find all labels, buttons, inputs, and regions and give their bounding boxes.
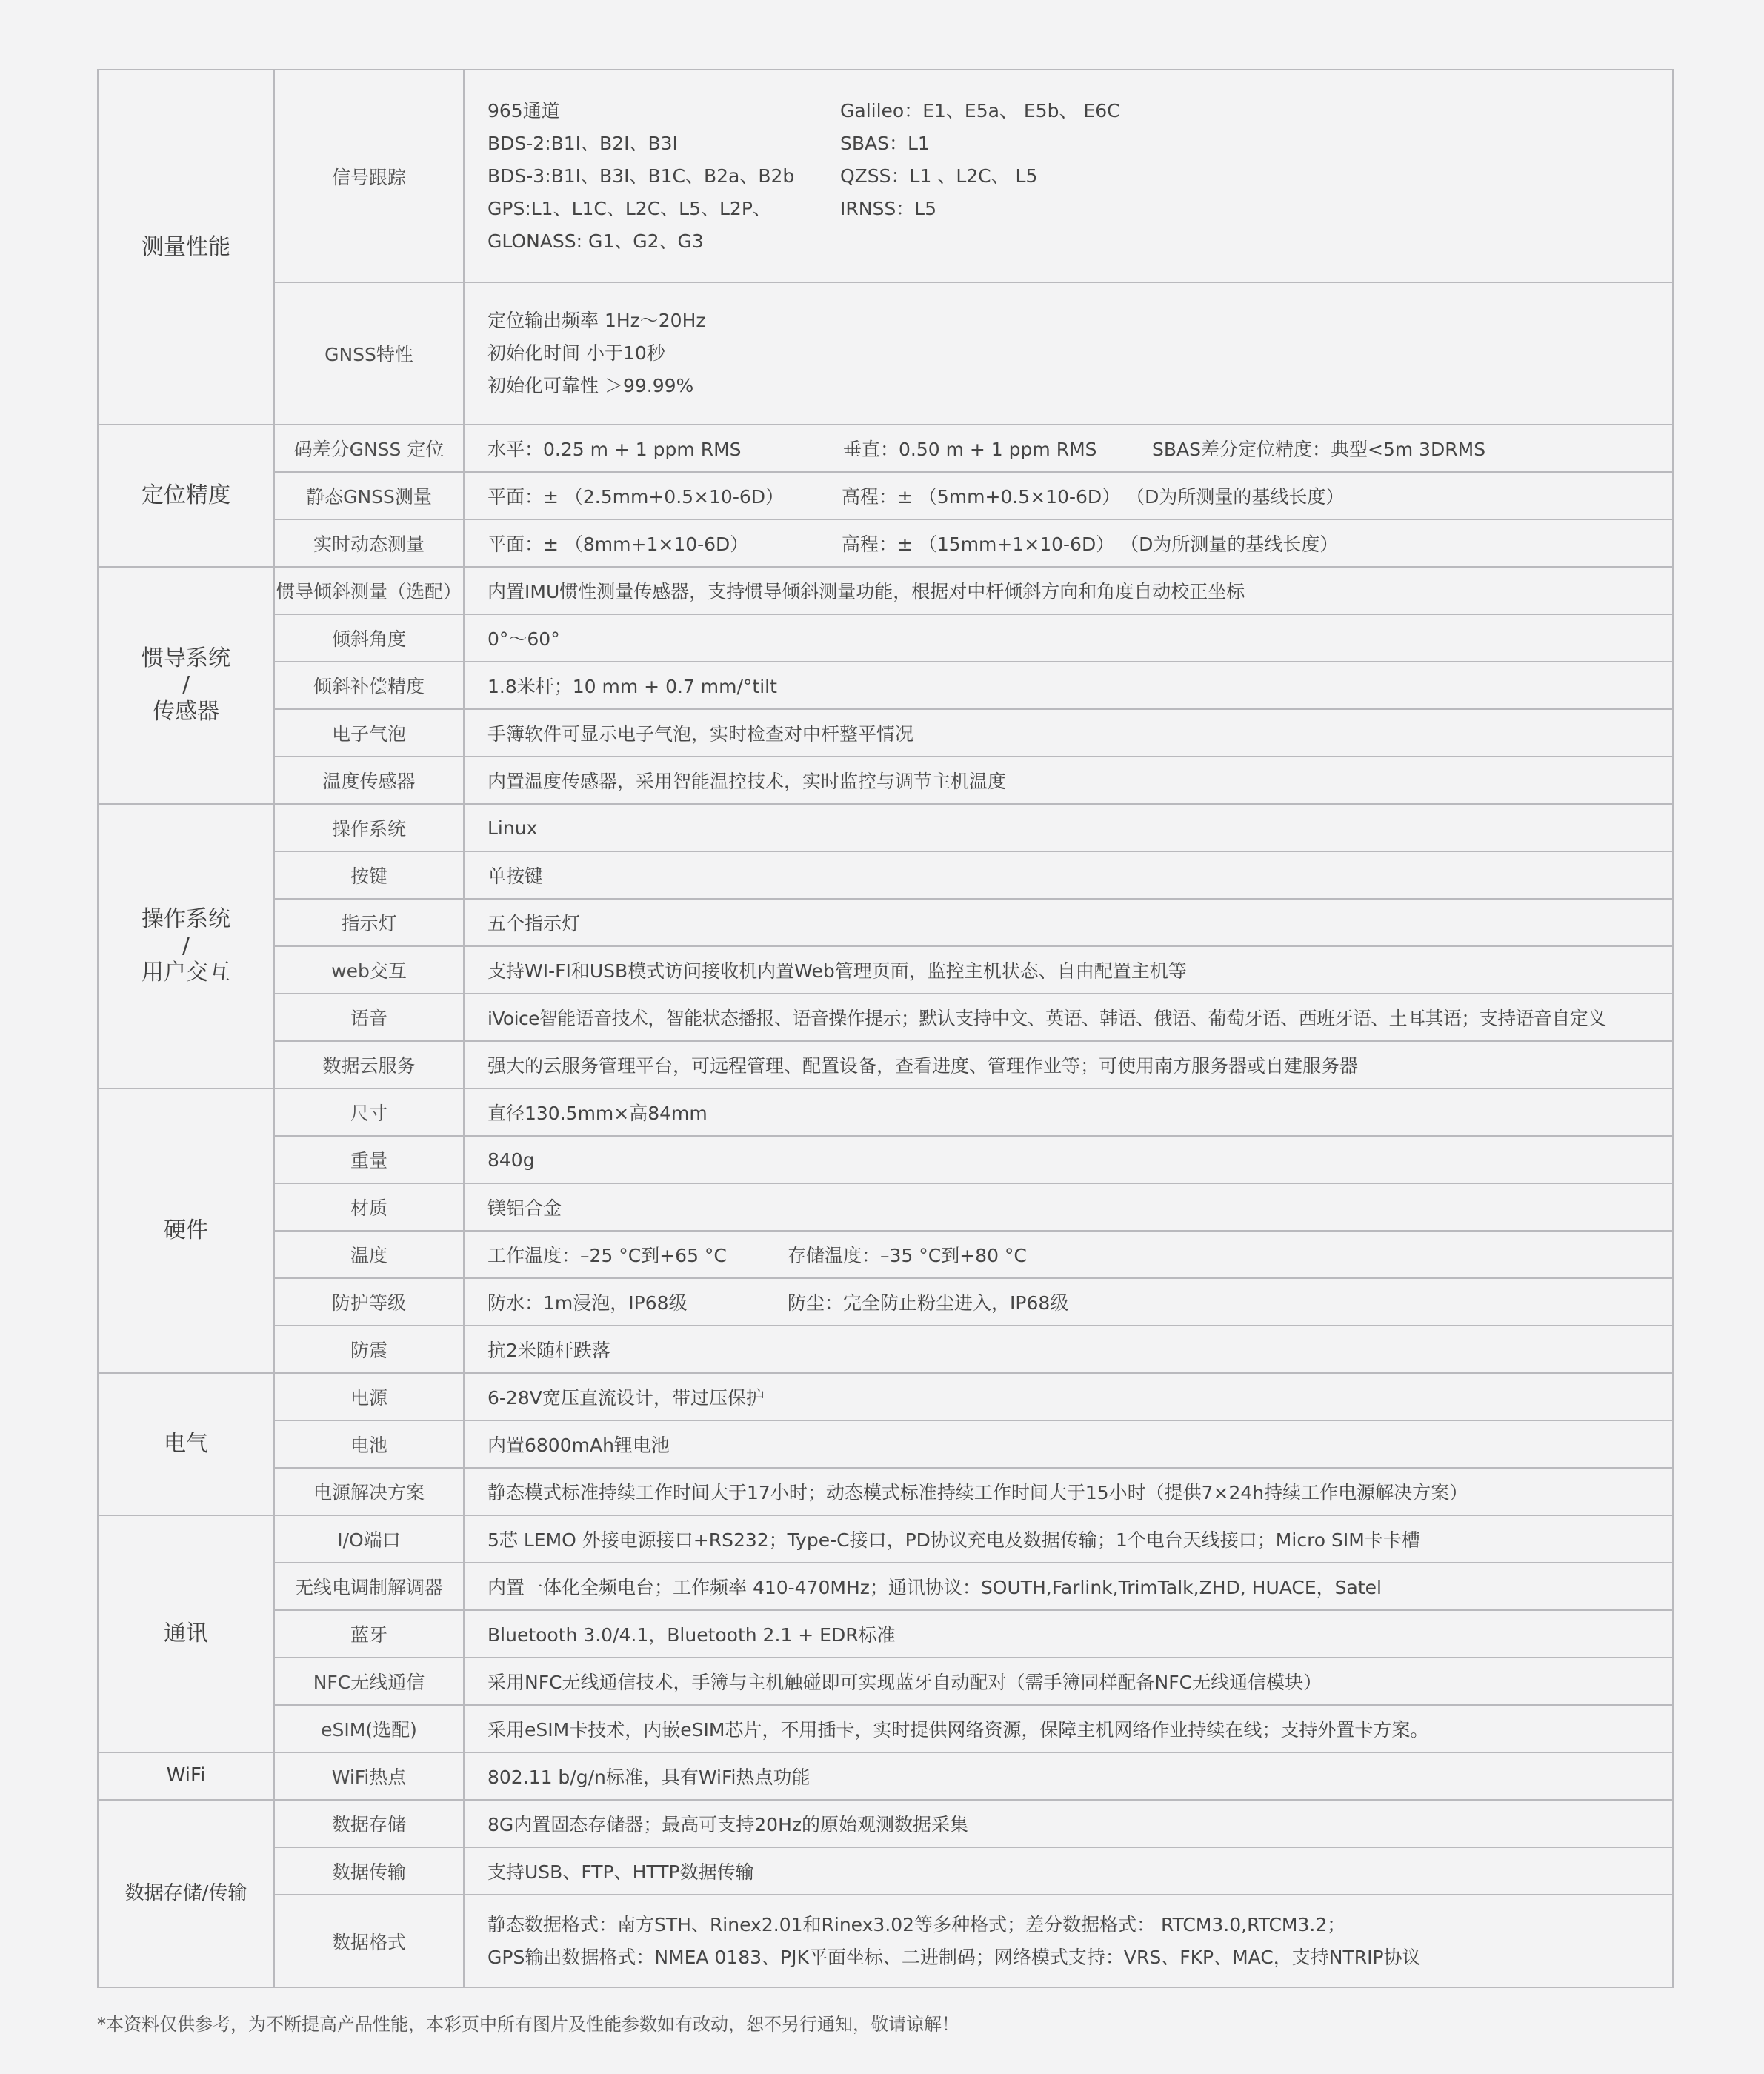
row-label: 材质 xyxy=(274,1183,464,1231)
row-label: 无线电调制解调器 xyxy=(274,1563,464,1610)
table-row xyxy=(98,614,1673,662)
row-value: 8G内置固态存储器；最高可支持20Hz的原始观测数据采集 xyxy=(464,1800,1673,1847)
table-row xyxy=(98,1563,1673,1610)
category-cell: 硬件 xyxy=(98,1088,274,1373)
table-row xyxy=(98,425,1673,472)
table-row xyxy=(98,1515,1673,1563)
table-row xyxy=(98,1231,1673,1278)
row-value: 水平：0.25 m + 1 ppm RMS 垂直：0.50 m + 1 ppm RMS SBAS差分定位精度：典型<5m 3DRMS xyxy=(464,425,1673,472)
row-label: 防震 xyxy=(274,1326,464,1373)
row-label: 电池 xyxy=(274,1420,464,1468)
table-row xyxy=(98,851,1673,899)
row-value: 平面：± （2.5mm+0.5×10-6D） 高程：± （5mm+0.5×10-6D） （D为所测量的基线长度） xyxy=(464,472,1673,519)
table-row xyxy=(98,1610,1673,1658)
row-label: 数据传输 xyxy=(274,1847,464,1895)
row-value: Linux xyxy=(464,804,1673,851)
table-row xyxy=(98,946,1673,994)
row-value: 镁铝合金 xyxy=(464,1183,1673,1231)
row-value: 内置温度传感器，采用智能温控技术，实时监控与调节主机温度 xyxy=(464,757,1673,804)
row-value: 内置一体化全频电台；工作频率 410-470MHz；通讯协议：SOUTH,Farlink,TrimTalk,ZHD, HUACE，Satel xyxy=(464,1563,1673,1610)
row-label: 电源 xyxy=(274,1373,464,1420)
table-row xyxy=(98,1326,1673,1373)
row-label: 倾斜角度 xyxy=(274,614,464,662)
row-label: 信号跟踪 xyxy=(274,70,464,282)
value-column-1: 965通道 BDS-2:B1I、B2I、B3I BDS-3:B1I、B3I、B1C、B2a、B2b GPS:L1、L1C、L2C、L5、L2P、 GLONASS: G1、G2、G3 xyxy=(487,99,795,252)
row-value: 内置6800mAh锂电池 xyxy=(464,1420,1673,1468)
row-label: 静态GNSS测量 xyxy=(274,472,464,519)
value-column-2: Galileo：E1、E5a、 E5b、 E6C SBAS：L1 QZSS：L1 、L2C、 L5 IRNSS：L5 xyxy=(840,99,1120,219)
table-row xyxy=(98,994,1673,1041)
table-row xyxy=(98,1705,1673,1752)
table-row xyxy=(98,1136,1673,1183)
row-value: 手簿软件可显示电子气泡，实时检查对中杆整平情况 xyxy=(464,709,1673,757)
row-label: 指示灯 xyxy=(274,899,464,946)
row-value: 采用NFC无线通信技术，手簿与主机触碰即可实现蓝牙自动配对（需手簿同样配备NFC无线通信模块） xyxy=(464,1658,1673,1705)
row-label: 码差分GNSS 定位 xyxy=(274,425,464,472)
table-row xyxy=(98,1041,1673,1088)
row-label: 数据云服务 xyxy=(274,1041,464,1088)
table-row xyxy=(98,519,1673,567)
row-value: 抗2米随杆跌落 xyxy=(464,1326,1673,1373)
category-cell: 电气 xyxy=(98,1373,274,1515)
table-row xyxy=(98,1658,1673,1705)
row-value: 静态数据格式：南方STH、Rinex2.01和Rinex3.02等多种格式；差分数据格式： RTCM3.0,RTCM3.2； GPS输出数据格式：NMEA 0183、PJK平面坐标、二进制码；网络模式支持：VRS、FKP、MAC，支持NTRIP协议 xyxy=(464,1895,1673,1987)
category-cell: WiFi xyxy=(98,1752,274,1800)
table-row xyxy=(98,1468,1673,1515)
row-label: 电子气泡 xyxy=(274,709,464,757)
table-row xyxy=(98,1088,1673,1136)
row-label: 电源解决方案 xyxy=(274,1468,464,1515)
table-row xyxy=(98,757,1673,804)
row-label: 蓝牙 xyxy=(274,1610,464,1658)
row-label: 数据存储 xyxy=(274,1800,464,1847)
row-label: 实时动态测量 xyxy=(274,519,464,567)
row-label: 防护等级 xyxy=(274,1278,464,1326)
table-row xyxy=(98,1420,1673,1468)
table-row xyxy=(98,1752,1673,1800)
row-value: 0°～60° xyxy=(464,614,1673,662)
table-row xyxy=(98,1800,1673,1847)
row-label: 尺寸 xyxy=(274,1088,464,1136)
row-value: 静态模式标准持续工作时间大于17小时；动态模式标准持续工作时间大于15小时（提供7×24h持续工作电源解决方案） xyxy=(464,1468,1673,1515)
row-label: GNSS特性 xyxy=(274,282,464,425)
row-label: 温度 xyxy=(274,1231,464,1278)
row-value: iVoice智能语音技术，智能状态播报、语音操作提示；默认支持中文、英语、韩语、俄语、葡萄牙语、西班牙语、土耳其语；支持语音自定义 xyxy=(464,994,1673,1041)
category-cell: 通讯 xyxy=(98,1515,274,1752)
table-row xyxy=(98,472,1673,519)
row-value: 6-28V宽压直流设计，带过压保护 xyxy=(464,1373,1673,1420)
row-value: 5芯 LEMO 外接电源接口+RS232；Type-C接口，PD协议充电及数据传输；1个电台天线接口；Micro SIM卡卡槽 xyxy=(464,1515,1673,1563)
row-value: 840g xyxy=(464,1136,1673,1183)
category-cell: 测量性能 xyxy=(98,70,274,425)
row-label: WiFi热点 xyxy=(274,1752,464,1800)
row-label: 倾斜补偿精度 xyxy=(274,662,464,709)
row-label: I/O端口 xyxy=(274,1515,464,1563)
spec-table xyxy=(97,69,1674,1988)
table-row xyxy=(98,804,1673,851)
row-label: 惯导倾斜测量（选配） xyxy=(274,567,464,614)
category-cell: 操作系统 / 用户交互 xyxy=(98,804,274,1088)
row-label: 重量 xyxy=(274,1136,464,1183)
table-row xyxy=(98,662,1673,709)
row-label: 按键 xyxy=(274,851,464,899)
table-row xyxy=(98,1847,1673,1895)
row-value: 支持WI-FI和USB模式访问接收机内置Web管理页面，监控主机状态、自由配置主机等 xyxy=(464,946,1673,994)
row-label: 数据格式 xyxy=(274,1895,464,1987)
row-value: 防水：1m浸泡，IP68级 防尘：完全防止粉尘进入，IP68级 xyxy=(464,1278,1673,1326)
table-row xyxy=(98,1895,1673,1987)
row-value: 内置IMU惯性测量传感器，支持惯导倾斜测量功能，根据对中杆倾斜方向和角度自动校正坐标 xyxy=(464,567,1673,614)
row-value: 802.11 b/g/n标准，具有WiFi热点功能 xyxy=(464,1752,1673,1800)
table-row xyxy=(98,899,1673,946)
row-value: 五个指示灯 xyxy=(464,899,1673,946)
row-value: 定位输出频率 1Hz～20Hz 初始化时间 小于10秒 初始化可靠性 ＞99.99% xyxy=(464,282,1673,425)
row-value: 工作温度：–25 °C到+65 °C 存储温度：–35 °C到+80 °C xyxy=(464,1231,1673,1278)
row-value xyxy=(464,70,1673,282)
footnote: *本资料仅供参考，为不断提高产品性能，本彩页中所有图片及性能参数如有改动，恕不另行通知，敬请谅解！ xyxy=(97,2014,959,2035)
row-value: 平面：± （8mm+1×10-6D） 高程：± （15mm+1×10-6D） （D为所测量的基线长度） xyxy=(464,519,1673,567)
row-value: 强大的云服务管理平台，可远程管理、配置设备，查看进度、管理作业等；可使用南方服务器或自建服务器 xyxy=(464,1041,1673,1088)
table-row xyxy=(98,282,1673,425)
table-row xyxy=(98,1278,1673,1326)
category-cell: 定位精度 xyxy=(98,425,274,567)
table-row xyxy=(98,1183,1673,1231)
table-row xyxy=(98,1373,1673,1420)
row-label: 操作系统 xyxy=(274,804,464,851)
row-value: 单按键 xyxy=(464,851,1673,899)
table-row xyxy=(98,567,1673,614)
row-label: NFC无线通信 xyxy=(274,1658,464,1705)
category-cell: 数据存储/传输 xyxy=(98,1800,274,1987)
table-row xyxy=(98,70,1673,282)
row-label: eSIM(选配) xyxy=(274,1705,464,1752)
row-label: 温度传感器 xyxy=(274,757,464,804)
row-label: web交互 xyxy=(274,946,464,994)
row-label: 语音 xyxy=(274,994,464,1041)
row-value: 直径130.5mm×高84mm xyxy=(464,1088,1673,1136)
row-value: 采用eSIM卡技术，内嵌eSIM芯片，不用插卡，实时提供网络资源，保障主机网络作业持续在线；支持外置卡方案。 xyxy=(464,1705,1673,1752)
row-value: 支持USB、FTP、HTTP数据传输 xyxy=(464,1847,1673,1895)
row-value: Bluetooth 3.0/4.1，Bluetooth 2.1 + EDR标准 xyxy=(464,1610,1673,1658)
category-cell: 惯导系统 / 传感器 xyxy=(98,567,274,804)
table-row xyxy=(98,709,1673,757)
row-value: 1.8米杆；10 mm + 0.7 mm/°tilt xyxy=(464,662,1673,709)
